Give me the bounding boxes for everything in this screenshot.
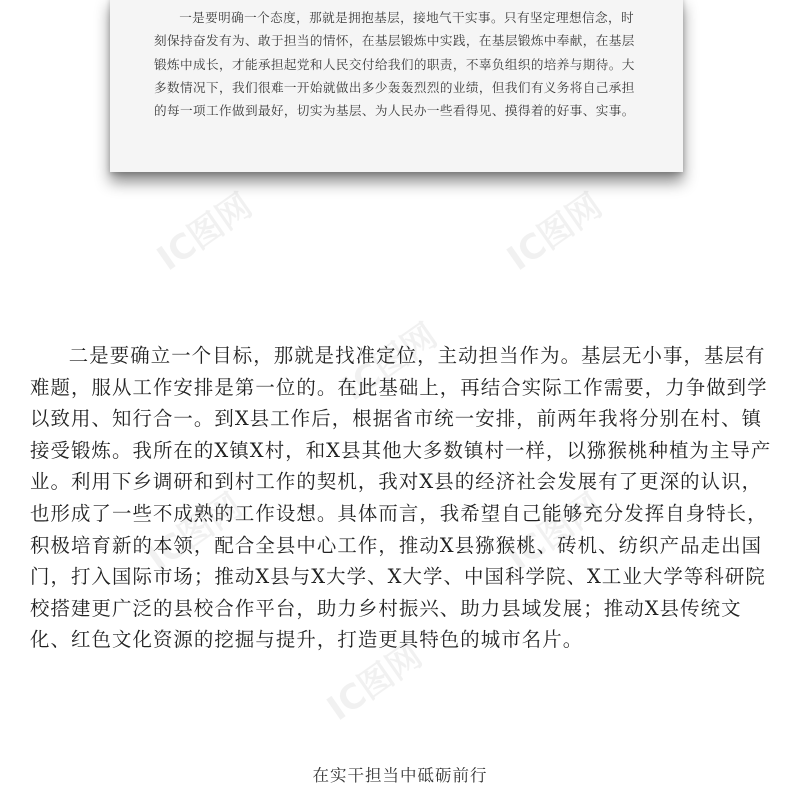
caption: 在实干担当中砥砺前行 — [312, 766, 488, 785]
watermark: IC图网 — [500, 185, 610, 280]
watermark: IC图网 — [335, 315, 445, 410]
watermark: IC图网 — [140, 485, 250, 580]
main-paragraph: 二是要确立一个目标，那就是找准定位，主动担当作为。基层无小事，基层有难题，服从工作安排是第一位的。在此基础上，再结合实际工作需要，力争做到学以致用、知行合一。到X县工作后，根据省市统一安排，前两年我将分别在村、镇接受锻炼。我所在的X镇X村，和X县其他大多数镇村一样，以猕猴桃种植为主导产业。利用下乡调研和到村工作的契机，我对X县的经济社会发展有了更深的认识，也形成了一些不成熟的工作设想。具体而言，我希望自己能够充分发挥自身特长，积极培育新的本领，配合全县中心工作，推动X县猕猴桃、砖机、纺织产品走出国门，打入国际市场；推动X县与X大学、X大学、中国科学院、X工业大学等科研院校搭建更广泛的县校合作平台，助力乡村振兴、助力县域发展；推动X县传统文化、红色文化资源的挖掘与提升，打造更具特色的城市名片。 — [30, 344, 772, 652]
card-paragraph: 一是要明确一个态度，那就是拥抱基层，接地气干实事。只有坚定理想信念，时刻保持奋发有为、敢于担当的情怀，在基层锻炼中实践，在基层锻炼中奉献，在基层锻炼中成长，才能承担起党和人民交付给我们的职责，不辜负组织的培养与期待。大多数情况下，我们很难一开始就做出多少轰轰烈烈的业绩，但我们有义务将自己承担的每一项工作做到最好，切实为基层、为人民办一些看得见、摸得着的好事、实事。 — [154, 10, 635, 119]
watermark: IC图网 — [320, 635, 430, 730]
watermark: IC图网 — [150, 185, 260, 280]
watermark: IC图网 — [500, 485, 610, 580]
